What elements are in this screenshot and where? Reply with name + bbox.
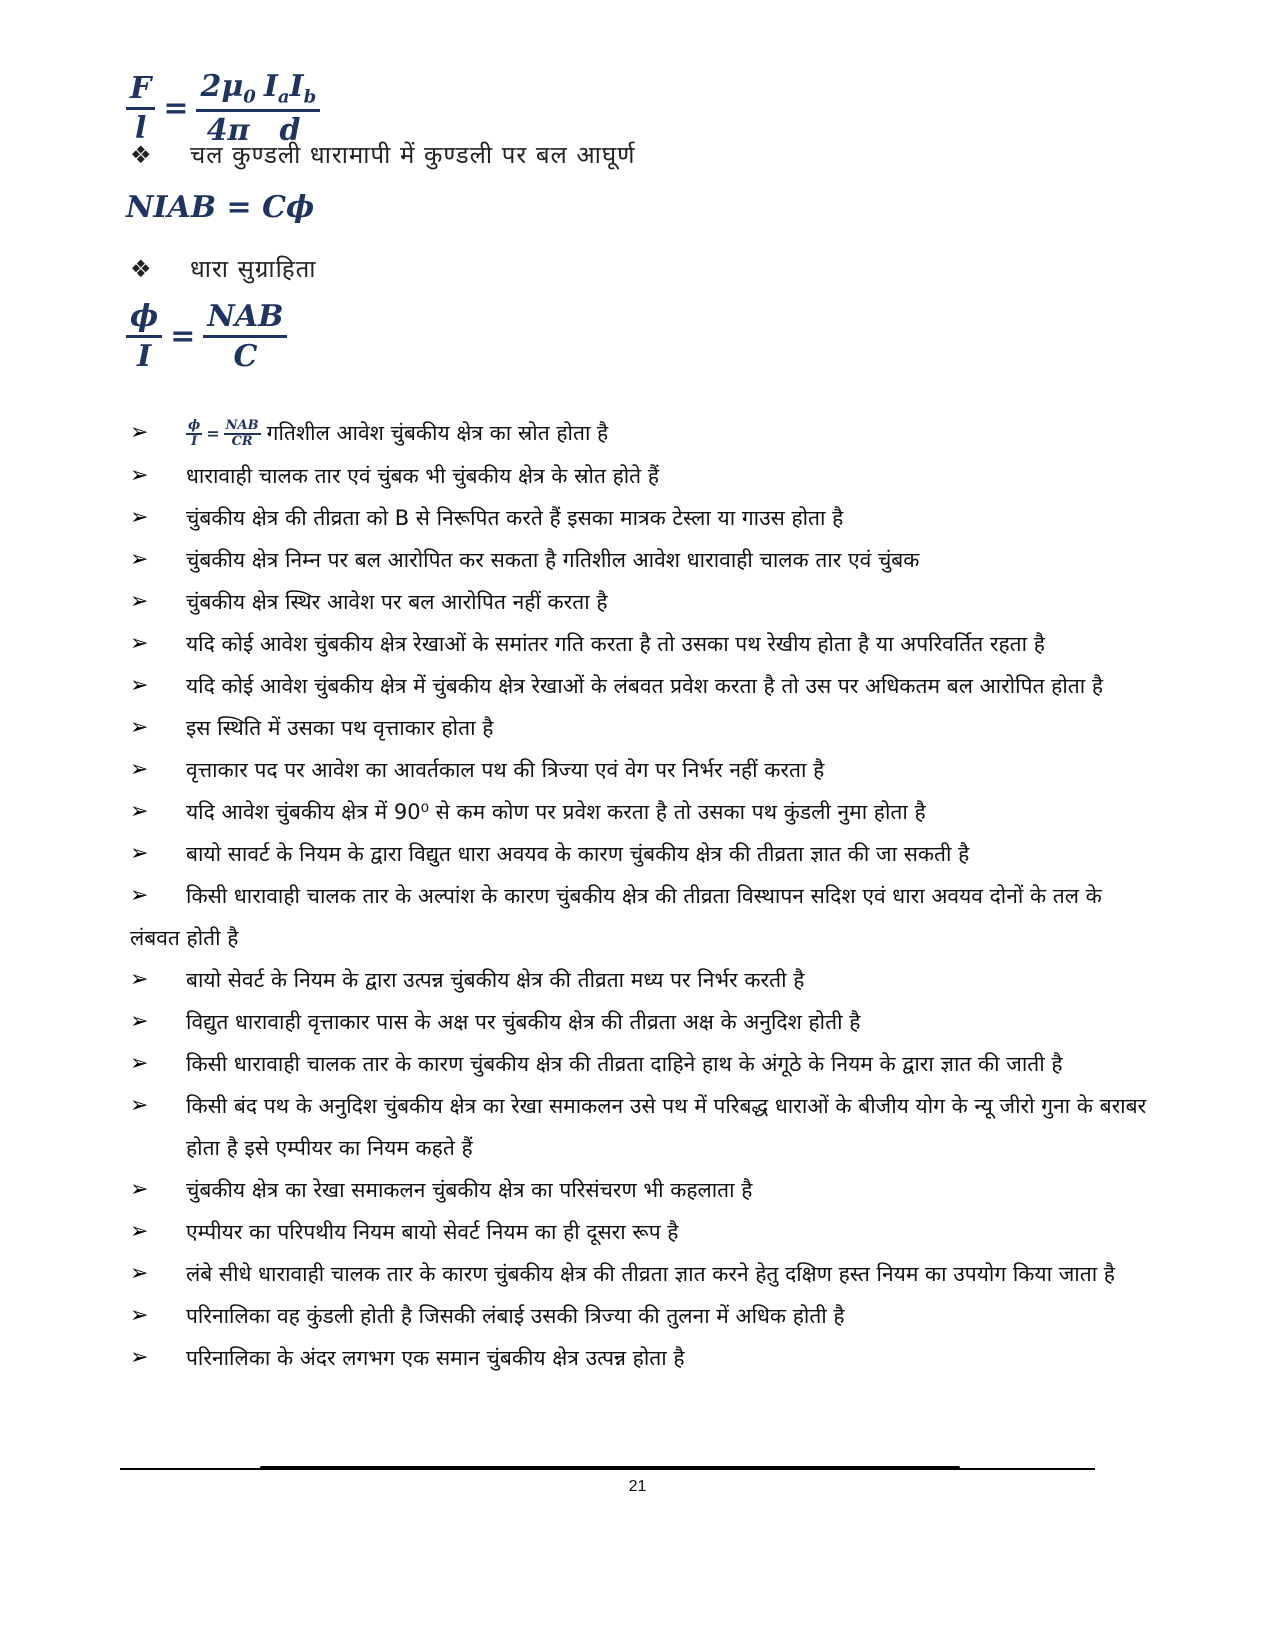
arrow-bullet-icon: ➢ [130,1009,149,1034]
arrow-bullet-icon: ➢ [130,547,149,572]
section-heading [130,138,636,171]
denominator: 4π [206,113,250,149]
list-item [130,875,1150,959]
arrow-bullet-icon: ➢ [130,841,149,866]
arrow-bullet-icon: ➢ [130,1303,149,1328]
arrow-bullet-icon: ➢ [130,673,149,698]
fraction [126,300,162,373]
arrow-bullet-icon: ➢ [130,1261,149,1286]
subscript: 0 [243,86,256,108]
arrow-bullet-icon: ➢ [130,1093,149,1118]
denominator: I [191,434,198,449]
equals-sign: = [170,319,196,354]
list-item [130,1295,1150,1337]
list-item-text: इस स्थिति में उसका पथ वृत्ताकार होता है [186,716,494,740]
list-item [130,455,1150,497]
section-heading [130,252,316,285]
torque-equation: NIAB = Cϕ [126,190,315,225]
fraction [203,300,287,373]
list-item-text: चुंबकीय क्षेत्र निम्न पर बल आरोपित कर सकता है गतिशील आवेश धारावाही चालक तार एवं चुंबक [186,548,920,572]
arrow-bullet-icon: ➢ [130,715,149,740]
denominator: l [134,111,147,147]
list-item [130,1337,1150,1379]
fraction [126,72,155,145]
list-item-text: लंबे सीधे धारावाही चालक तार के कारण चुंबकीय क्षेत्र की तीव्रता ज्ञात करने हेतु दक्षिण हस्त नियम का उपयोग किया जाता है [186,1262,1115,1286]
page-number: 21 [628,1478,647,1495]
inline-equation [186,413,261,455]
arrow-bullet-icon: ➢ [130,1219,149,1244]
numerator: F [126,72,155,110]
list-item [130,1043,1150,1085]
sensitivity-equation [126,300,287,373]
arrow-bullet-icon: ➢ [130,967,149,992]
list-item [130,791,1150,833]
arrow-bullet-icon: ➢ [130,1177,149,1202]
arrow-bullet-icon: ➢ [130,631,149,656]
fraction [260,70,320,147]
list-item-text: बायो सावर्ट के नियम के द्वारा विद्युत धारा अवयव के कारण चुंबकीय क्षेत्र की तीव्रता ज्ञात की जा सकती है [186,842,970,866]
list-item [130,665,1150,707]
list-item-text: यदि कोई आवेश चुंबकीय क्षेत्र रेखाओं के समांतर गति करता है तो उसका पथ रेखीय होता है या अपरिवर्तित रहता है [186,632,1045,656]
list-item-text: चुंबकीय क्षेत्र का रेखा समाकलन चुंबकीय क्षेत्र का परिसंचरण भी कहलाता है [186,1178,753,1202]
denominator: C [233,339,258,374]
list-item-text: चुंबकीय क्षेत्र स्थिर आवेश पर बल आरोपित नहीं करता है [186,590,608,614]
list-item-text: किसी बंद पथ के अनुदिश चुंबकीय क्षेत्र का रेखा समाकलन उसे पथ में परिबद्ध धाराओं के बीजीय योग के न्यू जीरो गुना के बराबर होता है इसे एम्पीयर का नियम कहते हैं [186,1094,1147,1160]
list-item-text: वृत्ताकार पद पर आवेश का आवर्तकाल पथ की त्रिज्या एवं वेग पर निर्भर नहीं करता है [186,758,825,782]
list-item [130,1169,1150,1211]
arrow-bullet-icon: ➢ [130,589,149,614]
list-item [130,412,1150,455]
arrow-bullet-icon: ➢ [130,505,149,530]
subscript: a [277,86,290,108]
numerator [196,70,259,112]
subscript: b [303,86,317,108]
bullet-list [130,412,1150,1379]
numerator: NAB [203,300,287,338]
list-item-text: परिनालिका के अंदर लगभग एक समान चुंबकीय क्षेत्र उत्पन्न होता है [186,1346,685,1370]
list-item-text: किसी धारावाही चालक तार के अल्पांश के कारण चुंबकीय क्षेत्र की तीव्रता विस्थापन सदिश एवं धारा अवयव दोनों के तल के लंबवत होती है [130,884,1102,950]
list-item-text: यदि कोई आवेश चुंबकीय क्षेत्र में चुंबकीय क्षेत्र रेखाओं के लंबवत प्रवेश करता है तो उस पर अधिकतम बल आरोपित होता है [186,674,1103,698]
arrow-bullet-icon: ➢ [130,1051,149,1076]
arrow-bullet-icon: ➢ [130,463,149,488]
list-item-text: बायो सेवर्ट के नियम के द्वारा उत्पन्न चुंबकीय क्षेत्र की तीव्रता मध्य पर निर्भर करती है [186,968,805,992]
fraction [224,419,261,450]
numerator: ϕ [126,300,162,338]
numerator: ϕ [186,419,202,435]
list-item [130,539,1150,581]
equals-sign: = [206,424,220,443]
list-item-text: यदि आवेश चुंबकीय क्षेत्र में 90⁰ से कम कोण पर प्रवेश करता है तो उसका पथ कुंडली नुमा होता है [186,800,926,824]
arrow-bullet-icon: ➢ [130,757,149,782]
bullet-diamond-icon: ❖ [130,255,153,283]
numerator: NAB [224,419,261,435]
list-item-text: गतिशील आवेश चुंबकीय क्षेत्र का स्रोत होता है [266,421,609,445]
heading-text: धारा सुग्राहिता [190,255,317,283]
list-item-text: एम्पीयर का परिपथीय नियम बायो सेवर्ट नियम का ही दूसरा रूप है [186,1220,679,1244]
arrow-bullet-icon: ➢ [130,1345,149,1370]
arrow-bullet-icon: ➢ [130,799,149,824]
list-item [130,833,1150,875]
list-item [130,581,1150,623]
list-item-content [130,412,1150,455]
list-item-text: विद्युत धारावाही वृत्ताकार पास के अक्ष पर चुंबकीय क्षेत्र की तीव्रता अक्ष के अनुदिश होती है [186,1010,861,1034]
list-item-text: परिनालिका वह कुंडली होती है जिसकी लंबाई उसकी त्रिज्या की तुलना में अधिक होती है [186,1304,845,1328]
list-item [130,707,1150,749]
denominator: d [279,113,301,149]
current-b: I [289,69,304,104]
arrow-bullet-icon: ➢ [130,883,149,908]
fraction [186,419,202,450]
bullet-diamond-icon: ❖ [130,141,153,169]
denominator: I [137,339,152,374]
heading-text: चल कुण्डली धारामापी में कुण्डली पर बल आघूर्ण [190,141,636,169]
list-item [130,497,1150,539]
list-item [130,1253,1150,1295]
arrow-bullet-icon: ➢ [130,420,149,445]
denominator: CR [231,434,253,449]
list-item-text: धारावाही चालक तार एवं चुंबक भी चुंबकीय क्षेत्र के स्रोत होते हैं [186,464,659,488]
list-item [130,1085,1150,1169]
list-item [130,1001,1150,1043]
current-a: I [263,69,278,104]
fraction [196,70,259,147]
list-item [130,623,1150,665]
equals-sign: = [163,91,189,127]
list-item-text: किसी धारावाही चालक तार के कारण चुंबकीय क्षेत्र की तीव्रता दाहिने हाथ के अंगूठे के नियम के द्वारा ज्ञात की जाती है [186,1052,1063,1076]
list-item [130,1211,1150,1253]
footer-divider-accent [260,1466,960,1470]
numerator [260,70,320,112]
list-item [130,959,1150,1001]
mu-symbol: 2μ [200,69,244,104]
list-item [130,749,1150,791]
list-item-text: चुंबकीय क्षेत्र की तीव्रता को B से निरूपित करते हैं इसका मात्रक टेस्ला या गाउस होता है [186,506,844,530]
force-per-length-equation [126,70,320,147]
